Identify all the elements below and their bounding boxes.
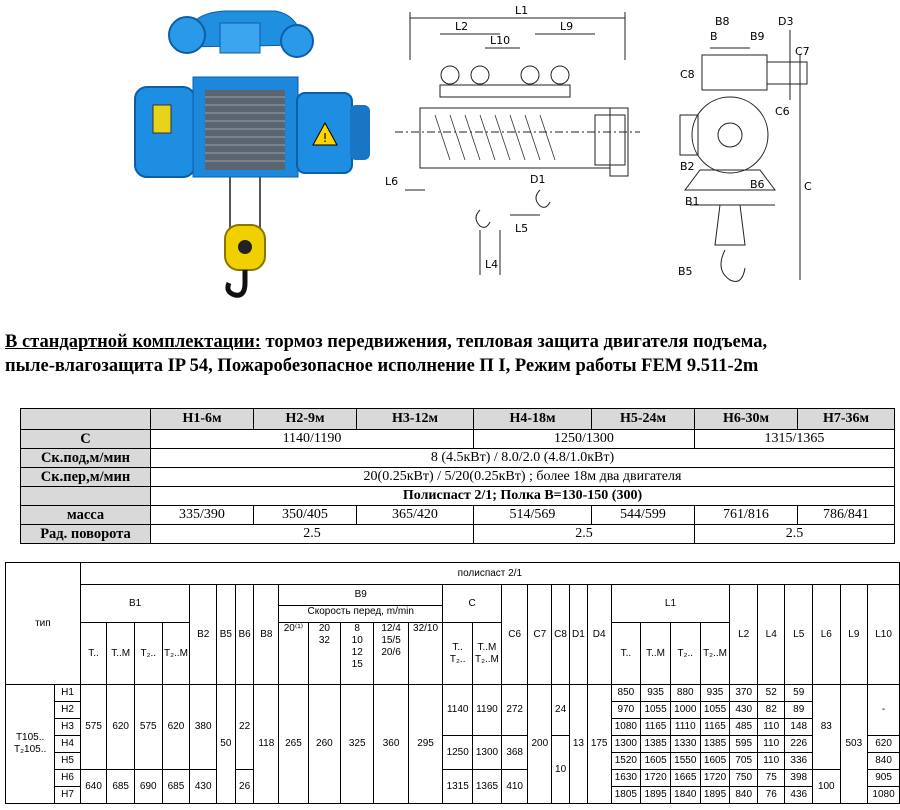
spec-line2: пыле-влагозащита IP 54, Пожаробезопасное исполнение П I, Режим работы FEM 9.511-2m [5, 356, 759, 376]
l1-cell: 1895 [700, 787, 730, 804]
row-label-empty [21, 487, 151, 506]
l1-cell: 935 [700, 685, 730, 702]
label-C6: C6 [775, 105, 790, 118]
header-B8: B8 [254, 585, 279, 685]
l4-cell: 110 [757, 753, 785, 770]
label-B9: B9 [750, 30, 765, 43]
c-c-0: 1315 [443, 770, 473, 804]
spec-line1: тормоз передвижения, тепловая защита двигателя подъема, [260, 332, 768, 352]
header-h1: H1-6м [151, 409, 254, 430]
spec-heading: В стандартной комплектации: [5, 332, 261, 352]
cell-mass: 350/405 [254, 506, 357, 525]
l1-sub-T: Т.. [611, 623, 641, 685]
l1-cell: 1000 [670, 702, 700, 719]
cell-c-3: 1315/1365 [695, 430, 895, 449]
header-h6: H6-30м [695, 409, 798, 430]
sub-T2M: Т₂..М [162, 623, 190, 685]
sub-T: Т.. [80, 623, 107, 685]
l2-cell: 840 [730, 787, 758, 804]
l1-cell: 1055 [700, 702, 730, 719]
technical-drawing [380, 0, 900, 305]
cell-lift: 8 (4.5кВт) / 8.0/2.0 (4.8/1.0кВт) [151, 449, 895, 468]
header-L1: L1 [611, 585, 730, 623]
h-label: H4 [55, 736, 80, 753]
label-L4: L4 [485, 258, 499, 271]
l1-cell: 1840 [670, 787, 700, 804]
c-b-0: 1250 [443, 736, 473, 770]
b2-a: 380 [190, 685, 217, 770]
b1-a-2: 575 [134, 685, 162, 770]
l4-cell: 82 [757, 702, 785, 719]
b6-b: 26 [235, 770, 254, 804]
row-label-radius: Рад. поворота [21, 525, 151, 544]
header-B6: B6 [235, 585, 254, 685]
header-B5: B5 [216, 585, 235, 685]
l1-cell: 1110 [670, 719, 700, 736]
label-C8: C8 [680, 68, 695, 81]
b2-b: 430 [190, 770, 217, 804]
c-sub-1: Т.. Т₂.. [443, 623, 473, 685]
l1-cell: 1055 [641, 702, 671, 719]
h-label: H7 [55, 787, 80, 804]
b9-1: 260 [308, 685, 340, 804]
spec-text [5, 330, 895, 378]
b5: 50 [216, 685, 235, 804]
l1-cell: 1805 [611, 787, 641, 804]
label-C7: C7 [795, 45, 810, 58]
header-L10: L10 [868, 585, 900, 685]
label-L10: L10 [490, 34, 511, 47]
header-h4: H4-18м [474, 409, 592, 430]
label-B8: B8 [715, 15, 730, 28]
d1: 13 [569, 685, 587, 804]
b1-a-3: 620 [162, 685, 190, 770]
l1-sub-TM: Т..М [641, 623, 671, 685]
b9-2: 325 [341, 685, 374, 804]
label-L1: L1 [515, 4, 529, 17]
l1-cell: 1330 [670, 736, 700, 753]
corner-cell [21, 409, 151, 430]
cell-polyspast: Полиспаст 2/1; Полка B=130-150 (300) [151, 487, 895, 506]
label-C: C [804, 180, 812, 193]
header-B9: B9 Скорость перед, m/min [279, 585, 443, 623]
l4-cell: 110 [757, 736, 785, 753]
dimensions-table [5, 562, 900, 804]
l1-cell: 1605 [641, 753, 671, 770]
h-label: H6 [55, 770, 80, 787]
h-label: H5 [55, 753, 80, 770]
sub-T2: Т₂.. [134, 623, 162, 685]
b1-b-2: 690 [134, 770, 162, 804]
l1-sub-T2M: Т₂..М [700, 623, 730, 685]
header-C8: C8 [552, 585, 570, 685]
b8: 118 [254, 685, 279, 804]
l4-cell: 52 [757, 685, 785, 702]
l10-4: 1080 [868, 787, 900, 804]
l1-cell: 935 [641, 685, 671, 702]
l2-cell: 370 [730, 685, 758, 702]
l4-cell: 110 [757, 719, 785, 736]
hoist-photo [125, 5, 380, 305]
svg-text:!: ! [322, 131, 328, 145]
l5-cell: 336 [785, 753, 813, 770]
cell-c-1: 1140/1190 [151, 430, 474, 449]
header-B1: B1 [80, 585, 190, 623]
cell-radius-1: 2.5 [151, 525, 474, 544]
c8-b: 10 [552, 736, 570, 804]
l1-cell: 1665 [670, 770, 700, 787]
l1-cell: 1550 [670, 753, 700, 770]
speed-12: 12/4 15/5 20/6 [374, 623, 408, 685]
cell-mass: 514/569 [474, 506, 592, 525]
l1-cell: 1385 [700, 736, 730, 753]
h-label: H3 [55, 719, 80, 736]
header-C7: C7 [528, 585, 552, 685]
b1-a-0: 575 [80, 685, 107, 770]
l5-cell: 398 [785, 770, 813, 787]
b9-3: 360 [374, 685, 408, 804]
label-B2: B2 [680, 160, 695, 173]
speed-20: 20⁽¹⁾ [279, 623, 309, 685]
l6-b: 100 [813, 770, 841, 804]
l5-cell: 226 [785, 736, 813, 753]
c-b-1: 1300 [473, 736, 502, 770]
l2-cell: 430 [730, 702, 758, 719]
row-label-travel: Ск.пер,м/мин [21, 468, 151, 487]
c-a-0: 1140 [443, 685, 473, 736]
b9-4: 295 [408, 685, 443, 804]
header-L5: L5 [785, 585, 813, 685]
l1-cell: 1165 [641, 719, 671, 736]
l10-0: - [868, 685, 900, 736]
h-label: H2 [55, 702, 80, 719]
speed-2032: 20 32 [308, 623, 340, 685]
label-B5: B5 [678, 265, 693, 278]
c6-b: 368 [501, 736, 528, 770]
b1-b-3: 685 [162, 770, 190, 804]
l5-cell: 59 [785, 685, 813, 702]
label-B: B [710, 30, 718, 43]
l1-cell: 970 [611, 702, 641, 719]
c6-a: 272 [501, 685, 528, 736]
c-a-1: 1190 [473, 685, 502, 736]
cell-c-2: 1250/1300 [474, 430, 695, 449]
l1-cell: 1630 [611, 770, 641, 787]
cell-mass: 786/841 [798, 506, 895, 525]
label-L2: L2 [455, 20, 469, 33]
cell-radius-3: 2.5 [695, 525, 895, 544]
label-L6: L6 [385, 175, 399, 188]
b1-b-0: 640 [80, 770, 107, 804]
row-label-c: С [21, 430, 151, 449]
header-h3: H3-12м [357, 409, 474, 430]
cell-mass: 544/599 [592, 506, 695, 525]
l1-cell: 850 [611, 685, 641, 702]
row-label-mass: масса [21, 506, 151, 525]
header-polyspast: полиспаст 2/1 [80, 563, 899, 585]
header-L6: L6 [813, 585, 841, 685]
l2-cell: 485 [730, 719, 758, 736]
d4: 175 [587, 685, 611, 804]
l1-cell: 880 [670, 685, 700, 702]
sub-TM: Т..М [107, 623, 135, 685]
speed-8: 8 10 12 15 [341, 623, 374, 685]
cell-mass: 761/816 [695, 506, 798, 525]
h-label: H1 [55, 685, 80, 702]
l1-cell: 1895 [641, 787, 671, 804]
l4-cell: 75 [757, 770, 785, 787]
c6-c: 410 [501, 770, 528, 804]
label-D1: D1 [530, 173, 546, 186]
header-L2: L2 [730, 585, 758, 685]
l1-cell: 1080 [611, 719, 641, 736]
c-c-1: 1365 [473, 770, 502, 804]
label-D3: D3 [778, 15, 794, 28]
b9-0: 265 [279, 685, 309, 804]
header-speed: Скорость перед, m/min [279, 605, 442, 618]
cell-radius-2: 2.5 [474, 525, 695, 544]
label-B6: B6 [750, 178, 765, 191]
header-C: C [443, 585, 502, 623]
l5-cell: 89 [785, 702, 813, 719]
label-L9: L9 [560, 20, 574, 33]
summary-table [20, 408, 895, 544]
b6-a: 22 [235, 685, 254, 770]
l10-3: 905 [868, 770, 900, 787]
header-L4: L4 [757, 585, 785, 685]
l1-cell: 1720 [700, 770, 730, 787]
type-value: Т105.. Т₂105.. [6, 685, 55, 804]
l1-cell: 1385 [641, 736, 671, 753]
l6-a: 83 [813, 685, 841, 770]
header-B2: B2 [190, 585, 217, 685]
b1-a-1: 620 [107, 685, 135, 770]
l5-cell: 148 [785, 719, 813, 736]
cell-mass: 365/420 [357, 506, 474, 525]
header-C6: C6 [501, 585, 528, 685]
label-L5: L5 [515, 222, 529, 235]
label-B1: B1 [685, 195, 700, 208]
l9: 503 [840, 685, 868, 804]
l2-cell: 595 [730, 736, 758, 753]
header-D4: D4 [587, 585, 611, 685]
b1-b-1: 685 [107, 770, 135, 804]
c8-a: 24 [552, 685, 570, 736]
l2-cell: 750 [730, 770, 758, 787]
header-D1: D1 [569, 585, 587, 685]
header-h5: H5-24м [592, 409, 695, 430]
cell-mass: 335/390 [151, 506, 254, 525]
speed-32: 32/10 [408, 623, 443, 685]
l1-cell: 1720 [641, 770, 671, 787]
l4-cell: 76 [757, 787, 785, 804]
l1-cell: 1300 [611, 736, 641, 753]
l10-2: 840 [868, 753, 900, 770]
cell-travel: 20(0.25кВт) / 5/20(0.25кВт) ; более 18м два двигателя [151, 468, 895, 487]
l1-cell: 1165 [700, 719, 730, 736]
row-label-lift: Ск.под,м/мин [21, 449, 151, 468]
header-h7: H7-36м [798, 409, 895, 430]
l1-cell: 1605 [700, 753, 730, 770]
l10-1: 620 [868, 736, 900, 753]
l2-cell: 705 [730, 753, 758, 770]
header-L9: L9 [840, 585, 868, 685]
header-h2: H2-9м [254, 409, 357, 430]
c-sub-2: Т..М Т₂..М [473, 623, 502, 685]
header-type: тип [6, 563, 81, 685]
l5-cell: 436 [785, 787, 813, 804]
l1-sub-T2: Т₂.. [670, 623, 700, 685]
l1-cell: 1520 [611, 753, 641, 770]
c7: 200 [528, 685, 552, 804]
